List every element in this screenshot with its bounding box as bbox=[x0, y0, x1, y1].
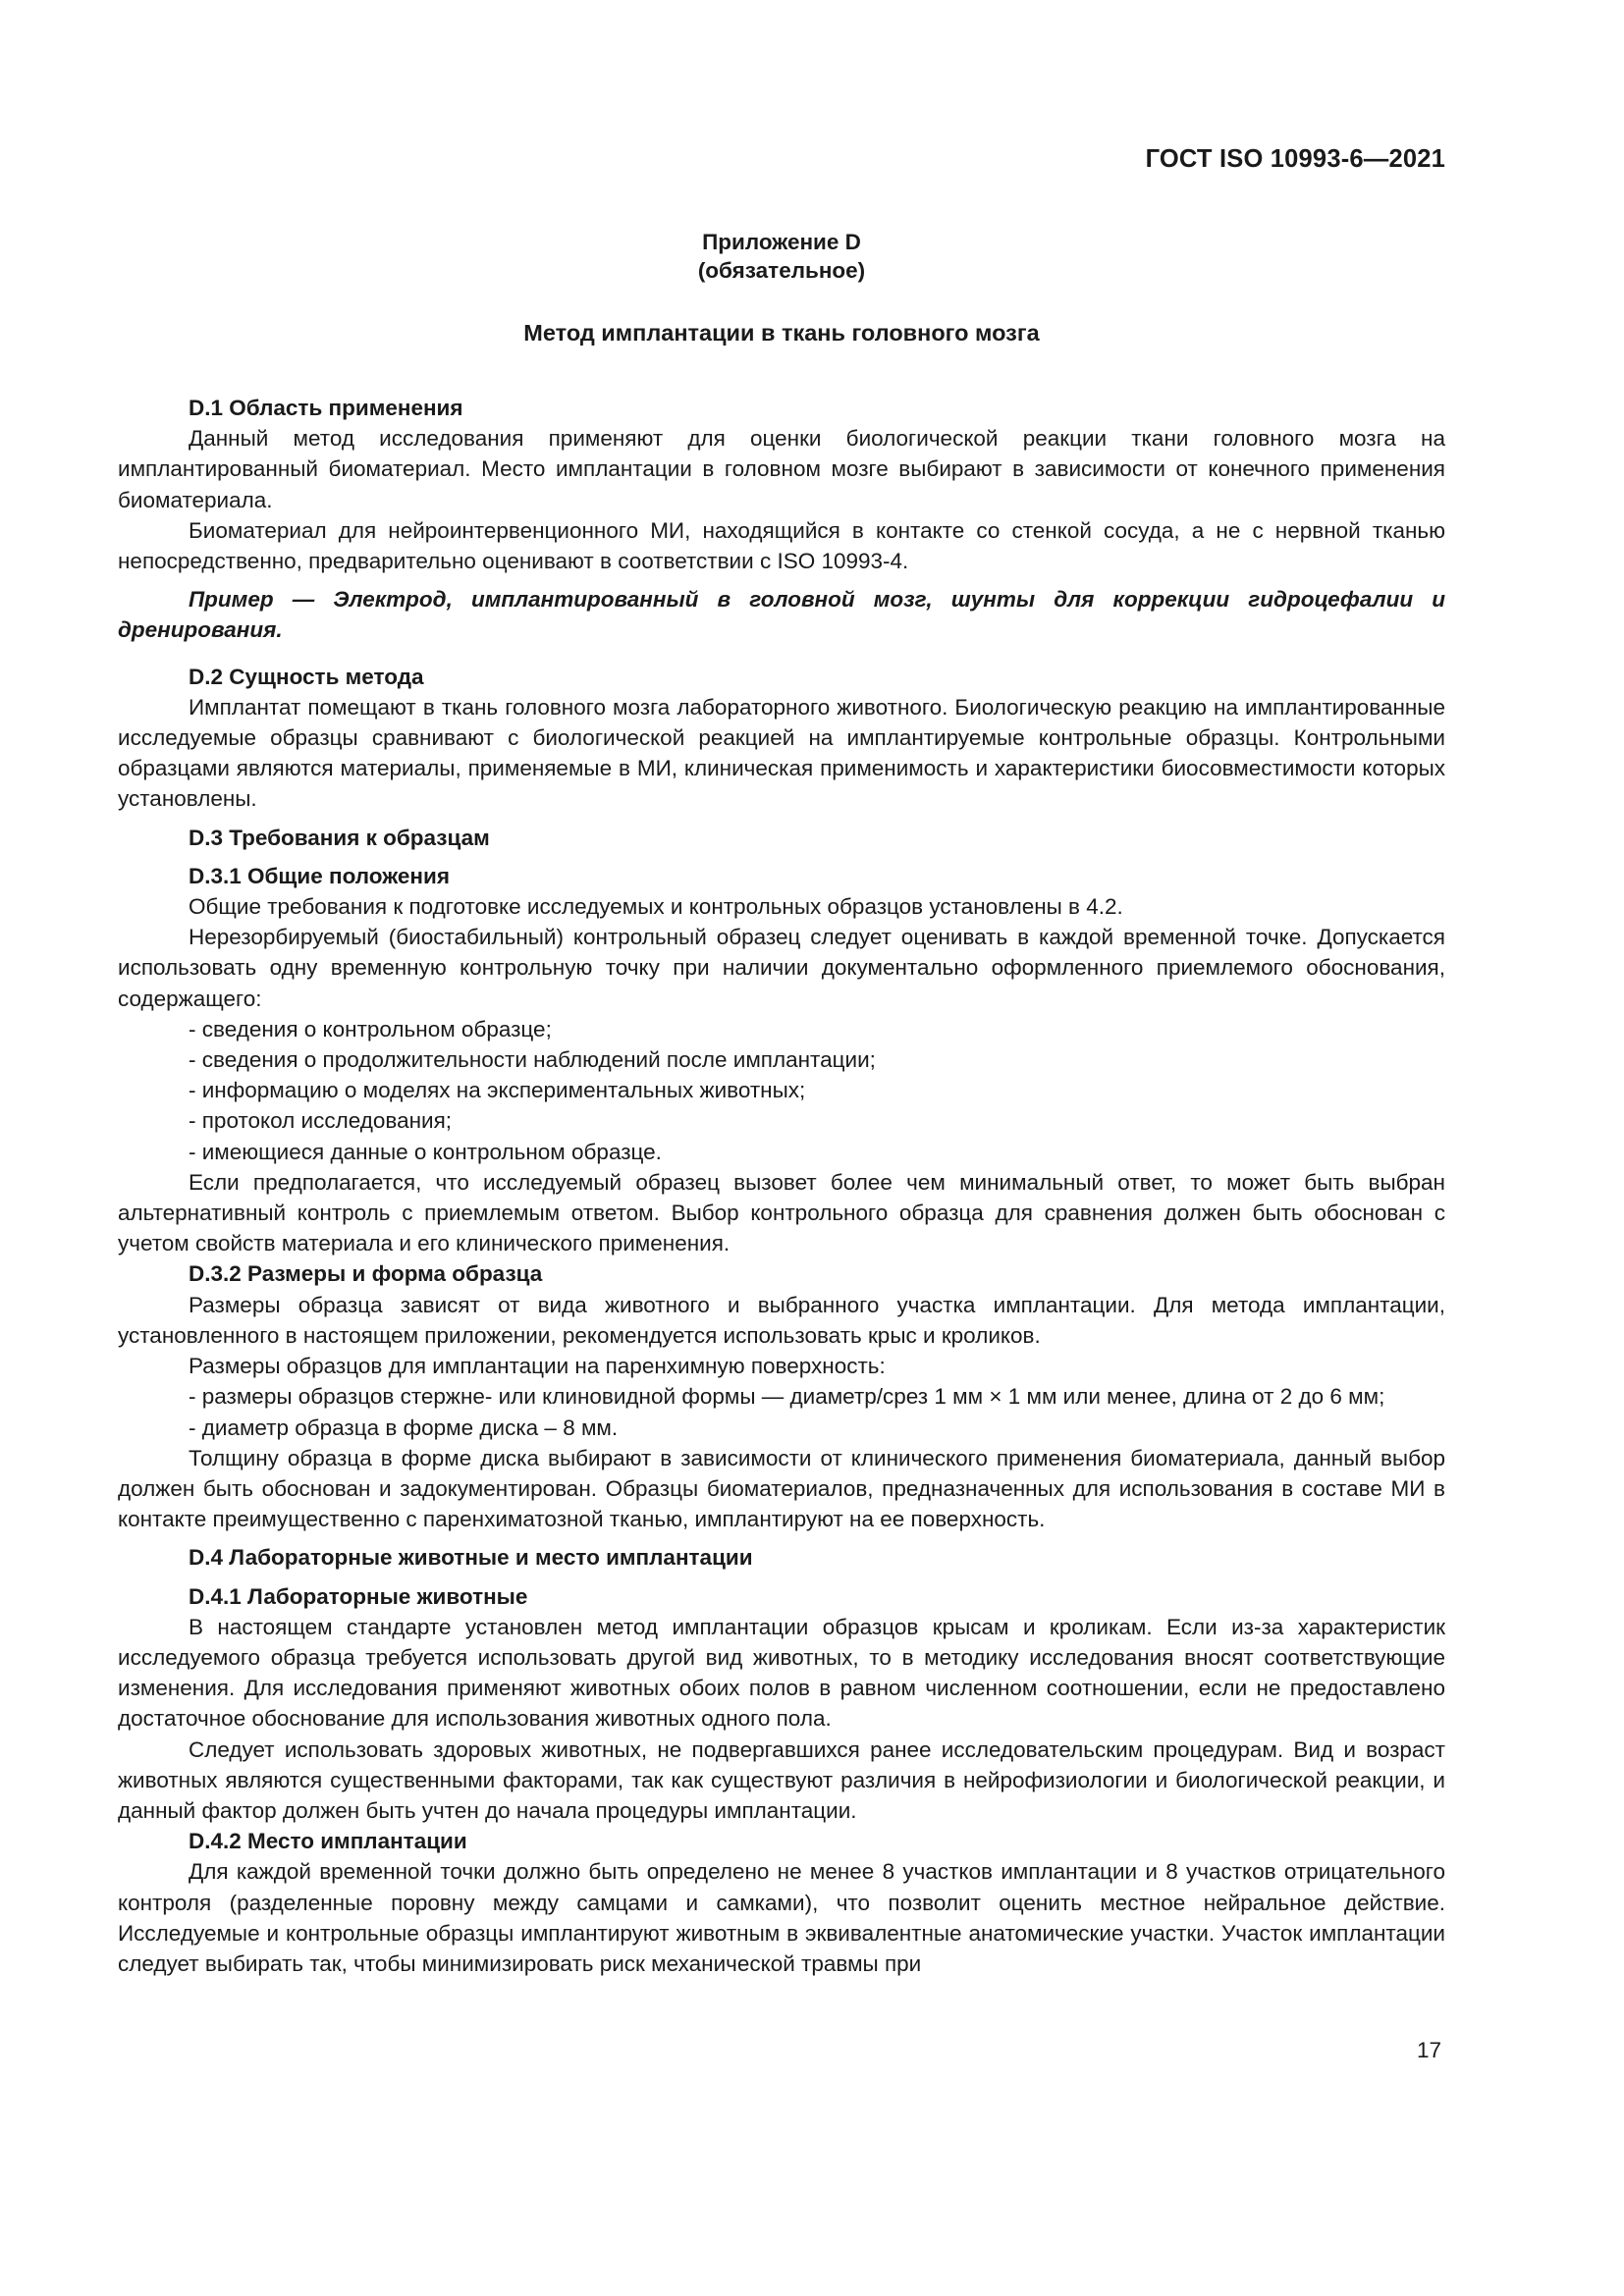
appendix-heading bbox=[118, 228, 1445, 285]
paragraph: Общие требования к подготовке исследуемых и контрольных образцов установлены в 4.2. bbox=[189, 894, 1123, 920]
document-title: Метод имплантации в ткань головного мозга bbox=[523, 320, 1040, 346]
paragraph: Данный метод исследования применяют для оценки биологической реакции ткани головного мозга на имплантированный биоматериал. Место имплантации в головном мозге выбирают в зависимости от конечного применения биоматериала. bbox=[118, 426, 1445, 512]
appendix-status: (обязательное) bbox=[697, 258, 866, 283]
list-item: - размеры образцов стержне- или клиновидной формы — диаметр/срез 1 мм × 1 мм или менее, длина от 2 до 6 мм; bbox=[189, 1384, 1385, 1410]
list-item: - имеющиеся данные о контрольном образце. bbox=[189, 1139, 662, 1164]
subsection-heading-d32: D.3.2 Размеры и форма образца bbox=[189, 1261, 543, 1287]
paragraph: Толщину образца в форме диска выбирают в зависимости от клинического применения биоматериала, данный выбор должен быть обоснован и задокументирован. Образцы биоматериалов, предназначенных для использования в составе МИ в контакте преимущественно с паренхиматозной тканью, имплантируют на ее поверхность. bbox=[118, 1445, 1445, 1532]
paragraph: Если предполагается, что исследуемый образец вызовет более чем минимальный ответ, то может быть выбран альтернативный контроль с приемлемым ответом. Выбор контрольного образца для сравнения должен быть обоснован с учетом свойств материала и его клинического применения. bbox=[118, 1169, 1445, 1256]
paragraph: Биоматериал для нейроинтервенционного МИ, находящийся в контакте со стенкой сосуда, а не с нервной тканью непосредственно, предварительно оценивают в соответствии с ISO 10993-4. bbox=[118, 517, 1445, 574]
paragraph: Размеры образцов для имплантации на паренхимную поверхность: bbox=[189, 1354, 886, 1379]
list-item: - сведения о контрольном образце; bbox=[189, 1016, 552, 1041]
list-item: - информацию о моделях на экспериментальных животных; bbox=[189, 1078, 806, 1103]
paragraph: Для каждой временной точки должно быть определено не менее 8 участков имплантации и 8 участков отрицательного контроля (разделенные поровну между самцами и самками), что позволит оценить местное нейральное действие. Исследуемые и контрольные образцы имплантируют животным в эквивалентные анатомические участки. Участок имплантации следует выбирать так, чтобы минимизировать риск механической травмы при bbox=[118, 1859, 1445, 1976]
paragraph: Следует использовать здоровых животных, не подвергавшихся ранее исследовательским процедурам. Вид и возраст животных являются существенными факторами, так как существуют различия в нейрофизиологии и биологической реакции, и данный фактор должен быть учтен до начала процедуры имплантации. bbox=[118, 1736, 1445, 1823]
appendix-label: Приложение D bbox=[702, 230, 861, 254]
section-heading-d4: D.4 Лабораторные животные и место имплантации bbox=[189, 1545, 753, 1571]
subsection-heading-d42: D.4.2 Место имплантации bbox=[189, 1829, 467, 1854]
document-code: ГОСТ ISO 10993-6—2021 bbox=[1145, 145, 1445, 173]
page-number: 17 bbox=[1416, 2038, 1441, 2062]
list-item: - сведения о продолжительности наблюдений после имплантации; bbox=[189, 1047, 876, 1073]
paragraph: Размеры образца зависят от вида животного и выбранного участка имплантации. Для метода имплантации, установленного в настоящем приложении, рекомендуется использовать крыс и кроликов. bbox=[118, 1292, 1445, 1348]
section-heading-d1: D.1 Область применения bbox=[189, 396, 463, 420]
example-note: Пример — Электрод, имплантированный в головной мозг, шунты для коррекции гидроцефалии и дренирования. bbox=[118, 587, 1445, 643]
paragraph: Нерезорбируемый (биостабильный) контрольный образец следует оценивать в каждой временной точке. Допускается использовать одну временную контрольную точку при наличии документально оформленного приемлемого обоснования, содержащего: bbox=[118, 925, 1445, 1011]
section-heading-d2: D.2 Сущность метода bbox=[189, 664, 424, 689]
list-item: - протокол исследования; bbox=[189, 1108, 453, 1134]
document-page bbox=[118, 0, 1445, 2296]
list-item: - диаметр образца в форме диска – 8 мм. bbox=[189, 1415, 619, 1440]
subsection-heading-d41: D.4.1 Лабораторные животные bbox=[189, 1583, 528, 1609]
section-heading-d3: D.3 Требования к образцам bbox=[189, 825, 490, 850]
paragraph: В настоящем стандарте установлен метод имплантации образцов крысам и кроликам. Если из-за характеристик исследуемого образца требуется использовать другой вид животных, то в методику исследования вносят соответствующие изменения. Для исследования применяют животных обоих полов в равном численном соотношении, если не предоставлено достаточное обоснование для использования животных одного пола. bbox=[118, 1614, 1445, 1732]
document-body bbox=[118, 393, 1445, 1979]
paragraph: Имплантат помещают в ткань головного мозга лабораторного животного. Биологическую реакцию на имплантированные исследуемые образцы сравнивают с биологической реакцией на имплантируемые контрольные образцы. Контрольными образцами являются материалы, применяемые в МИ, клиническая применимость и характеристики биосовместимости которых установлены. bbox=[118, 694, 1445, 812]
subsection-heading-d31: D.3.1 Общие положения bbox=[189, 863, 450, 888]
